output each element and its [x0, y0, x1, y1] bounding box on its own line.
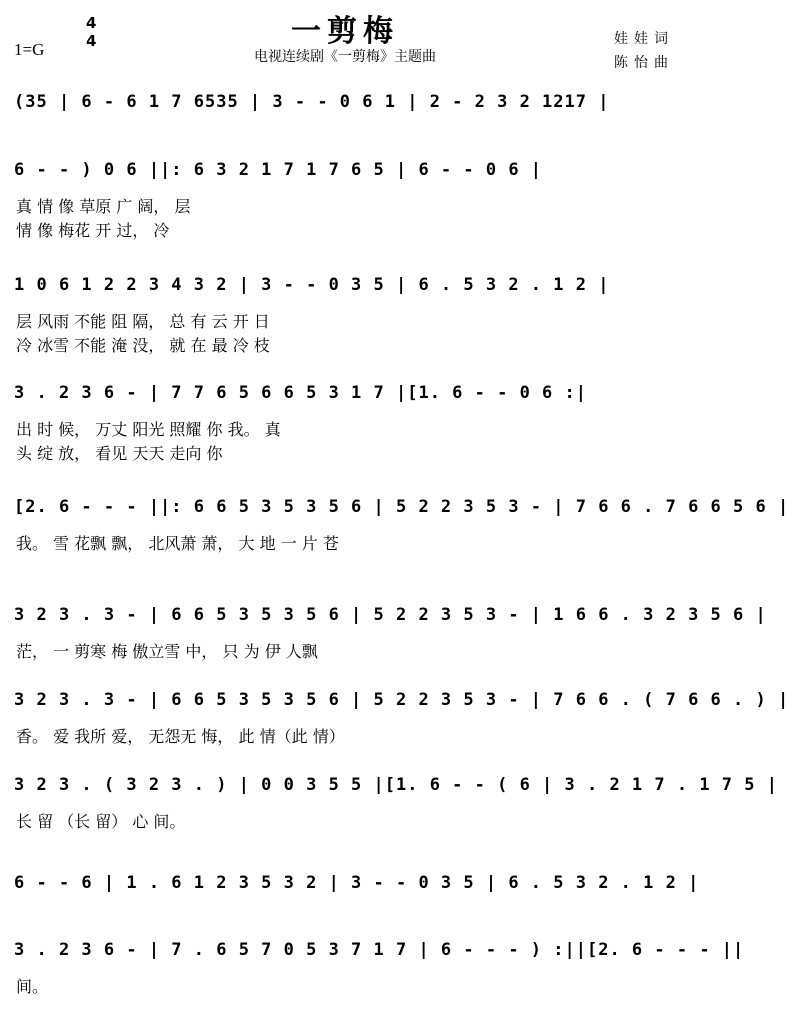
lyricist-credit: 娃娃词 — [614, 31, 674, 47]
lyric-line: 真 情 像 草原 广 阔， 层 — [16, 197, 191, 216]
lyric-line: 间。 — [16, 977, 49, 996]
lyric-line: 头 绽 放， 看见 天天 走向 你 — [16, 444, 223, 463]
song-title: 一剪梅 — [291, 14, 399, 49]
notation-line: 1 0 6 1 2 2 3 4 3 2 | 3 - - 0 3 5 | 6 . 5 3 2 . 1 2 | — [14, 275, 610, 295]
time-sig-bottom: 4 — [86, 32, 97, 50]
key-signature: 1=G — [14, 40, 45, 59]
lyric-line: 情 像 梅花 开 过， 冷 — [16, 221, 170, 240]
lyric-line: 长 留 （长 留） 心 间。 — [16, 812, 186, 831]
notation-line: 3 . 2 3 6 - | 7 7 6 5 6 6 5 3 1 7 |[1. 6 - - 0 6 :| — [14, 383, 587, 403]
notation-line: (35 | 6 - 6 1 7 6535 | 3 - - 0 6 1 | 2 - 2 3 2 1217 | — [14, 92, 610, 112]
notation-line: 3 2 3 . 3 - | 6 6 5 3 5 3 5 6 | 5 2 2 3 5 3 - | 1 6 6 . 3 2 3 5 6 | — [14, 605, 767, 625]
notation-line: 6 - - 6 | 1 . 6 1 2 3 5 3 2 | 3 - - 0 3 5 | 6 . 5 3 2 . 1 2 | — [14, 873, 700, 893]
lyric-line: 香。 爱 我所 爱， 无怨无 悔， 此 情（此 情） — [16, 727, 345, 746]
notation-line: 3 2 3 . ( 3 2 3 . ) | 0 0 3 5 5 |[1. 6 - - ( 6 | 3 . 2 1 7 . 1 7 5 | — [14, 775, 778, 795]
lyric-line: 我。 雪 花飘 飘， 北风萧 萧， 大 地 一 片 苍 — [16, 534, 339, 553]
subtitle: 电视连续剧《一剪梅》主题曲 — [254, 49, 436, 65]
time-signature — [86, 14, 96, 50]
notation-line: 6 - - ) 0 6 ||: 6 3 2 1 7 1 7 6 5 | 6 - - 0 6 | — [14, 160, 543, 180]
lyric-line: 冷 冰雪 不能 淹 没， 就 在 最 冷 枝 — [16, 336, 270, 355]
lyric-line: 层 风雨 不能 阻 隔， 总 有 云 开 日 — [16, 312, 270, 331]
notation-line: 3 2 3 . 3 - | 6 6 5 3 5 3 5 6 | 5 2 2 3 5 3 - | 7 6 6 . ( 7 6 6 . ) | — [14, 690, 789, 710]
lyric-line: 出 时 候， 万丈 阳光 照耀 你 我。 真 — [16, 420, 281, 439]
composer-credit: 陈怡曲 — [614, 55, 674, 71]
notation-line: 3 . 2 3 6 - | 7 . 6 5 7 0 5 3 7 1 7 | 6 - - - ) :||[2. 6 - - - || — [14, 940, 745, 960]
time-sig-top: 4 — [86, 14, 97, 32]
lyric-line: 茫， 一 剪寒 梅 傲立雪 中， 只 为 伊 人飘 — [16, 642, 318, 661]
notation-line: [2. 6 - - - ||: 6 6 5 3 5 3 5 6 | 5 2 2 3 5 3 - | 7 6 6 . 7 6 6 5 6 | — [14, 497, 789, 517]
